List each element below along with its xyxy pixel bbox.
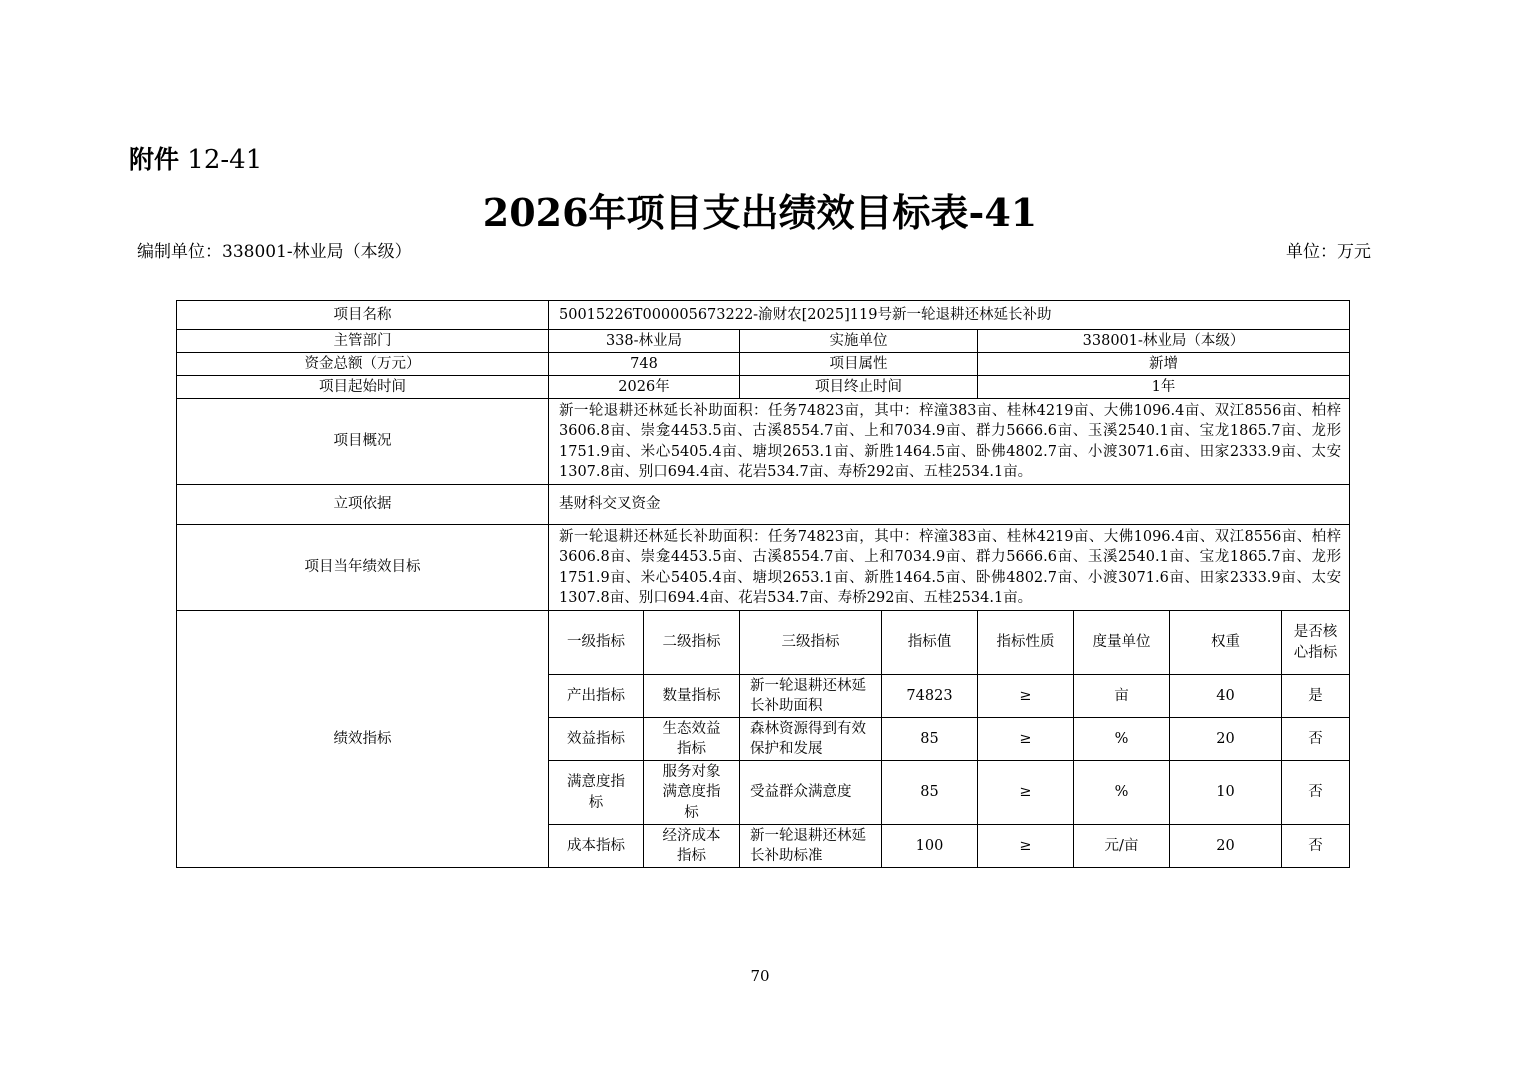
perf-header-cell: 权重 [1170, 611, 1282, 675]
project-attr-value: 新增 [978, 353, 1350, 376]
perf-cell: ≥ [978, 825, 1074, 868]
perf-header-cell: 指标值 [882, 611, 978, 675]
department-label: 主管部门 [177, 330, 549, 353]
funds-value: 748 [549, 353, 740, 376]
department-value: 338-林业局 [549, 330, 740, 353]
perf-cell: 否 [1282, 825, 1350, 868]
perf-cell: ≥ [978, 718, 1074, 761]
perf-cell: 74823 [882, 675, 978, 718]
start-time-value: 2026年 [549, 376, 740, 399]
goal-label: 项目当年绩效目标 [177, 525, 549, 611]
performance-label: 绩效指标 [177, 611, 549, 868]
perf-header-cell: 三级指标 [740, 611, 882, 675]
perf-cell: 40 [1170, 675, 1282, 718]
perf-cell: 经济成本指标 [644, 825, 740, 868]
perf-cell: ≥ [978, 675, 1074, 718]
impl-unit-value: 338001-林业局（本级） [978, 330, 1350, 353]
perf-cell: 满意度指标 [549, 761, 644, 825]
project-attr-label: 项目属性 [740, 353, 978, 376]
perf-cell: 受益群众满意度 [740, 761, 882, 825]
performance-target-table [176, 300, 1350, 868]
compiler-unit: 编制单位：338001-林业局（本级） [137, 242, 412, 262]
perf-cell: 是 [1282, 675, 1350, 718]
perf-cell: % [1074, 718, 1170, 761]
perf-cell: 100 [882, 825, 978, 868]
page-title: 2026年项目支出绩效目标表-41 [482, 190, 1038, 235]
row-period [177, 376, 1350, 399]
perf-cell: 森林资源得到有效保护和发展 [740, 718, 882, 761]
row-project-name [177, 301, 1350, 330]
row-funds [177, 353, 1350, 376]
perf-cell: 新一轮退耕还林延长补助面积 [740, 675, 882, 718]
perf-header-cell: 指标性质 [978, 611, 1074, 675]
perf-cell: 85 [882, 718, 978, 761]
perf-header-cell: 是否核心指标 [1282, 611, 1350, 675]
perf-cell: 新一轮退耕还林延长补助标准 [740, 825, 882, 868]
perf-cell: % [1074, 761, 1170, 825]
perf-cell: 10 [1170, 761, 1282, 825]
goal-value: 新一轮退耕还林延长补助面积：任务74823亩，其中：梓潼383亩、桂林4219亩、大佛1096.4亩、双江8556亩、柏梓3606.8亩、崇龛4453.5亩、古溪8554.7亩、上和7034.9亩、群力5666.6亩、玉溪2540.1亩、宝龙1865.7亩、龙形1751.9亩、米心5405.4亩、塘坝2653.1亩、新胜1464.5亩、卧佛4802.7亩、小渡3071.6亩、田家2333.9亩、太安1307.8亩、别口694.4亩、花岩534.7亩、寿桥292亩、五桂2534.1亩。 [549, 525, 1350, 611]
perf-header-cell: 二级指标 [644, 611, 740, 675]
perf-cell: 产出指标 [549, 675, 644, 718]
perf-cell: 否 [1282, 761, 1350, 825]
start-time-label: 项目起始时间 [177, 376, 549, 399]
basis-label: 立项依据 [177, 485, 549, 525]
perf-header-row [177, 611, 1350, 675]
perf-cell: 效益指标 [549, 718, 644, 761]
funds-label: 资金总额（万元） [177, 353, 549, 376]
project-name-label: 项目名称 [177, 301, 549, 330]
end-time-label: 项目终止时间 [740, 376, 978, 399]
overview-value: 新一轮退耕还林延长补助面积：任务74823亩，其中：梓潼383亩、桂林4219亩、大佛1096.4亩、双江8556亩、柏梓3606.8亩、崇龛4453.5亩、古溪8554.7亩、上和7034.9亩、群力5666.6亩、玉溪2540.1亩、宝龙1865.7亩、龙形1751.9亩、米心5405.4亩、塘坝2653.1亩、新胜1464.5亩、卧佛4802.7亩、小渡3071.6亩、田家2333.9亩、太安1307.8亩、别口694.4亩、花岩534.7亩、寿桥292亩、五桂2534.1亩。 [549, 399, 1350, 485]
project-name-value: 50015226T000005673222-渝财农[2025]119号新一轮退耕还林延长补助 [549, 301, 1350, 330]
perf-cell: 数量指标 [644, 675, 740, 718]
currency-unit: 单位：万元 [1286, 242, 1371, 262]
end-time-value: 1年 [978, 376, 1350, 399]
attachment-label: 附件 12-41 [129, 145, 263, 175]
perf-cell: ≥ [978, 761, 1074, 825]
row-basis [177, 485, 1350, 525]
perf-cell: 20 [1170, 718, 1282, 761]
row-annual-goal [177, 525, 1350, 611]
page-number: 70 [750, 967, 770, 985]
perf-cell: 85 [882, 761, 978, 825]
perf-cell: 亩 [1074, 675, 1170, 718]
impl-unit-label: 实施单位 [740, 330, 978, 353]
overview-label: 项目概况 [177, 399, 549, 485]
perf-header-cell: 一级指标 [549, 611, 644, 675]
perf-cell: 元/亩 [1074, 825, 1170, 868]
row-department [177, 330, 1350, 353]
row-overview [177, 399, 1350, 485]
perf-cell: 成本指标 [549, 825, 644, 868]
perf-cell: 20 [1170, 825, 1282, 868]
basis-value: 基财科交叉资金 [549, 485, 1350, 525]
perf-cell: 服务对象满意度指标 [644, 761, 740, 825]
perf-cell: 否 [1282, 718, 1350, 761]
perf-header-cell: 度量单位 [1074, 611, 1170, 675]
perf-cell: 生态效益指标 [644, 718, 740, 761]
